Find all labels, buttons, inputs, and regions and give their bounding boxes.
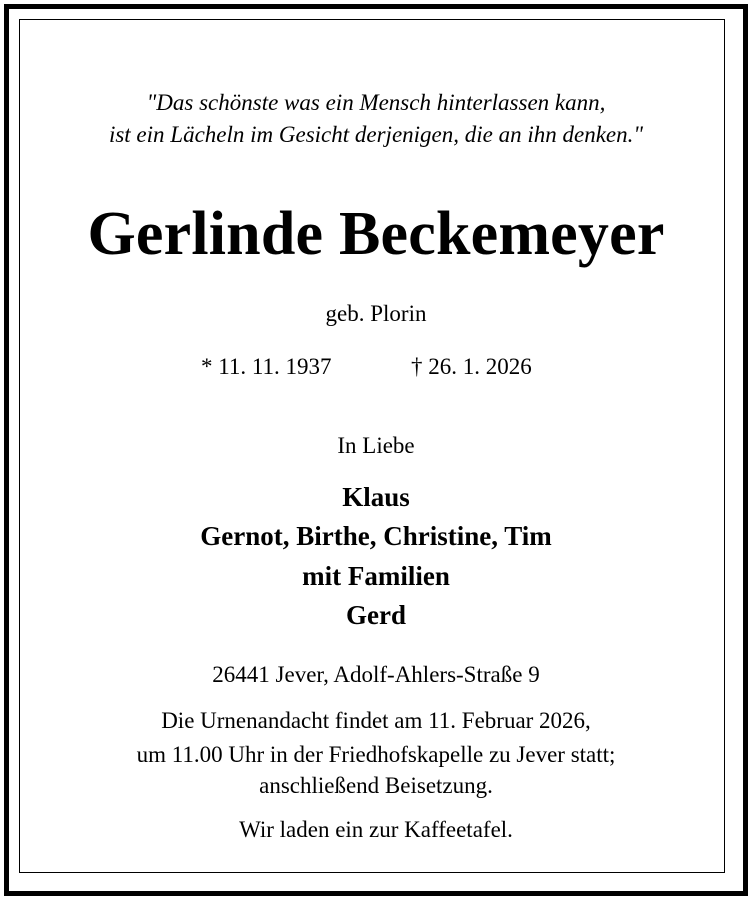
ceremony-line: um 11.00 Uhr in der Friedhofskapelle zu Jever statt; [136,742,616,767]
mourner-line: Gerd [346,600,406,630]
invitation: Wir laden ein zur Kaffeetafel. [239,817,513,842]
address: 26441 Jever, Adolf-Ahlers-Straße 9 [212,662,540,687]
birth-date: * 11. 11. 1937 [201,354,332,379]
mourners-intro: In Liebe [337,433,415,458]
life-dates [0,352,752,382]
ceremony-line: Die Urnenandacht findet am 11. Februar 2026, [161,708,591,733]
mourner-line: mit Familien [302,561,450,591]
mourner-line: Gernot, Birthe, Christine, Tim [200,521,552,551]
quote-line-1: "Das schönste was ein Mensch hinterlassen kann, [146,90,606,115]
quote-line-2: ist ein Lächeln im Gesicht derjenigen, die an ihn denken." [108,122,644,147]
ceremony-line: anschließend Beisetzung. [259,773,493,798]
deceased-name: Gerlinde Beckemeyer [87,200,665,268]
birth-name: geb. Plorin [325,301,427,326]
death-date: † 26. 1. 2026 [411,354,532,379]
mourner-line: Klaus [342,482,410,512]
